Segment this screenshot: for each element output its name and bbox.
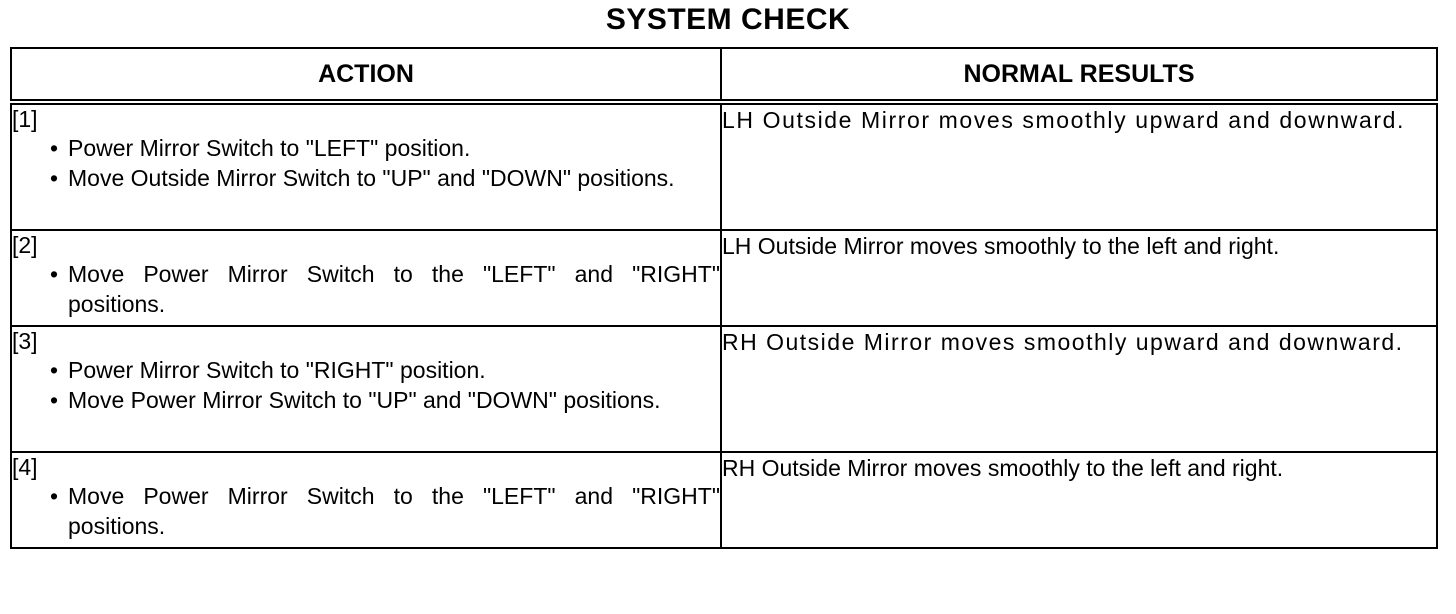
action-item — [12, 355, 720, 385]
table-header-row — [11, 48, 1437, 102]
step-number: [3] — [12, 328, 38, 354]
bullet-icon: • — [50, 387, 59, 413]
action-text: Move Power Mirror Switch to the "LEFT" and "RIGHT" positions. — [68, 261, 720, 317]
bullet-icon: • — [50, 483, 59, 509]
action-cell — [11, 230, 721, 326]
action-text: Power Mirror Switch to "LEFT" position. — [68, 135, 471, 161]
result-text: RH Outside Mirror moves smoothly to the left and right. — [722, 455, 1284, 481]
action-item — [12, 385, 720, 415]
bullet-icon: • — [50, 135, 59, 161]
table-row — [11, 230, 1437, 326]
bullet-icon: • — [50, 165, 59, 191]
bullet-icon: • — [50, 261, 59, 287]
result-cell — [721, 452, 1437, 548]
step-number: [2] — [12, 232, 38, 258]
result-cell — [721, 326, 1437, 452]
action-text: Move Power Mirror Switch to "UP" and "DOWN" positions. — [68, 387, 661, 413]
action-text: Power Mirror Switch to "RIGHT" position. — [68, 357, 486, 383]
table-row — [11, 102, 1437, 230]
action-text: Move Power Mirror Switch to the "LEFT" and "RIGHT" positions. — [68, 483, 720, 539]
action-cell — [11, 452, 721, 548]
bullet-icon: • — [50, 357, 59, 383]
result-text: LH Outside Mirror moves smoothly upward and downward. — [722, 107, 1406, 133]
step-number: [4] — [12, 454, 38, 480]
result-cell — [721, 102, 1437, 230]
step-number: [1] — [12, 106, 38, 132]
result-text: LH Outside Mirror moves smoothly to the left and right. — [722, 233, 1280, 259]
action-text: Move Outside Mirror Switch to "UP" and "DOWN" positions. — [68, 165, 675, 191]
table-row — [11, 452, 1437, 548]
action-item — [12, 163, 720, 193]
result-text: RH Outside Mirror moves smoothly upward and downward. — [722, 329, 1404, 355]
page-title: SYSTEM CHECK — [605, 3, 851, 36]
table-row — [11, 326, 1437, 452]
action-item — [12, 133, 720, 163]
system-check-table — [10, 47, 1438, 549]
action-item — [12, 481, 720, 541]
normal-results-column-header: NORMAL RESULTS — [721, 48, 1437, 102]
action-cell — [11, 102, 721, 230]
action-item — [12, 259, 720, 319]
result-cell — [721, 230, 1437, 326]
action-column-header: ACTION — [11, 48, 721, 102]
action-cell — [11, 326, 721, 452]
